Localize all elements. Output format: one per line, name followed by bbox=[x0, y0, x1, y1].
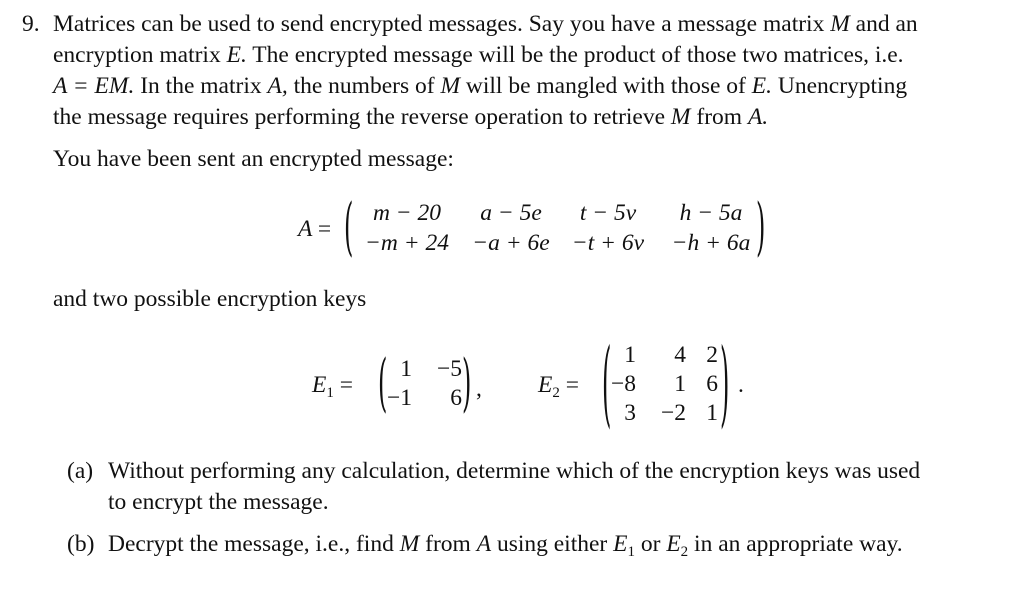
equals-sign: = bbox=[565, 372, 579, 398]
subscript: 2 bbox=[680, 544, 689, 560]
intro-text: In the matrix bbox=[140, 73, 262, 99]
matrix-a-cell: −m + 24 bbox=[365, 230, 449, 256]
math-var: M bbox=[440, 73, 461, 99]
intro-text: The encrypted message will be the product of those two matrices, i.e. bbox=[252, 42, 904, 68]
math-var: A bbox=[476, 531, 492, 557]
math-var: E. bbox=[226, 42, 247, 68]
part-a-line-2: to encrypt the message. bbox=[108, 489, 329, 515]
math-var: E. bbox=[751, 73, 772, 99]
math-var: A. bbox=[747, 104, 769, 130]
part-b-label: (b) bbox=[67, 531, 95, 557]
subscript: 1 bbox=[326, 385, 334, 401]
matrix-a-left-paren: ( bbox=[344, 190, 354, 264]
subscript: 1 bbox=[627, 544, 635, 560]
part-b-text-a: Decrypt the message, i.e., find bbox=[108, 531, 394, 557]
intro-text: from bbox=[696, 104, 743, 130]
matrix-a-cell: −t + 6v bbox=[571, 230, 645, 256]
equals-sign: = bbox=[339, 372, 353, 398]
intro-text: the message requires performing the reverse operation to retrieve bbox=[53, 104, 666, 130]
matrix-e1-right-paren: ) bbox=[462, 346, 472, 420]
math-var: E bbox=[666, 531, 681, 557]
intro-line-3 bbox=[53, 71, 907, 102]
math-var: A bbox=[298, 216, 312, 242]
matrix-e1-left-paren: ( bbox=[378, 346, 388, 420]
matrix-a-label bbox=[298, 214, 331, 245]
math-var: E bbox=[613, 531, 628, 557]
part-a-label: (a) bbox=[67, 458, 94, 484]
matrix-a-cell: t − 5v bbox=[579, 200, 637, 226]
matrix-e2-cell: 6 bbox=[706, 371, 718, 397]
matrix-e2-cell: −2 bbox=[660, 400, 686, 426]
sent-text: You have been sent an encrypted message: bbox=[53, 146, 454, 172]
equals-sign: = bbox=[317, 216, 332, 242]
math-var: M bbox=[399, 531, 420, 557]
intro-line-1 bbox=[53, 9, 918, 40]
intro-line-2 bbox=[53, 40, 904, 71]
matrix-e2-left-paren: ( bbox=[602, 329, 612, 439]
part-b-text-d: or bbox=[640, 531, 661, 557]
matrix-e1-cell: −1 bbox=[386, 385, 412, 411]
math-var: M bbox=[670, 104, 691, 130]
matrix-e1-cell: 1 bbox=[400, 356, 412, 382]
keys-text: and two possible encryption keys bbox=[53, 286, 367, 312]
matrix-e2-cell: 1 bbox=[674, 371, 686, 397]
part-a-line-1: Without performing any calculation, determine which of the encryption keys was used bbox=[108, 458, 921, 484]
part-b-text-e: in an appropriate way. bbox=[694, 531, 903, 557]
matrix-e2-cell: 4 bbox=[674, 342, 686, 368]
matrix-e2-cell: 1 bbox=[624, 342, 636, 368]
intro-line-4 bbox=[53, 102, 768, 133]
math-var: E bbox=[538, 372, 553, 398]
matrix-e2-cell: 3 bbox=[624, 400, 636, 426]
matrix-e2-right-paren: ) bbox=[720, 329, 730, 439]
part-b-text bbox=[108, 529, 903, 563]
subscript: 2 bbox=[552, 385, 560, 401]
matrix-a-cell: h − 5a bbox=[679, 200, 743, 226]
part-b-text-b: from bbox=[425, 531, 471, 557]
intro-text: the numbers of bbox=[293, 73, 435, 99]
problem-number: 9. bbox=[22, 11, 40, 37]
math-var: M bbox=[830, 11, 850, 37]
intro-text: encryption matrix bbox=[53, 42, 221, 68]
matrix-e2-period: . bbox=[738, 372, 744, 398]
intro-text: and an bbox=[855, 11, 918, 37]
matrix-e1-comma: , bbox=[476, 376, 482, 402]
intro-text: will be mangled with those of bbox=[465, 73, 746, 99]
matrix-e1-label bbox=[312, 370, 353, 404]
matrix-a-cell: −a + 6e bbox=[472, 230, 550, 256]
math-var: A, bbox=[267, 73, 288, 99]
matrix-e2-cell: 2 bbox=[706, 342, 718, 368]
intro-text: Matrices can be used to send encrypted messages. Say you have a message matrix bbox=[53, 11, 825, 37]
matrix-e2-cell: −8 bbox=[610, 371, 636, 397]
math-var: E bbox=[312, 372, 327, 398]
matrix-e2-cell: 1 bbox=[706, 400, 718, 426]
matrix-e2-label bbox=[538, 370, 579, 404]
part-b-text-c: using either bbox=[496, 531, 608, 557]
matrix-e1-cell: 6 bbox=[450, 385, 462, 411]
matrix-a-cell: m − 20 bbox=[372, 200, 442, 226]
matrix-a-right-paren: ) bbox=[756, 190, 766, 264]
matrix-a-cell: a − 5e bbox=[480, 200, 542, 226]
math-equation: A = EM. bbox=[53, 73, 135, 99]
matrix-e1-cell: −5 bbox=[436, 356, 462, 382]
intro-text: Unencrypting bbox=[777, 73, 908, 99]
matrix-a-cell: −h + 6a bbox=[671, 230, 751, 256]
